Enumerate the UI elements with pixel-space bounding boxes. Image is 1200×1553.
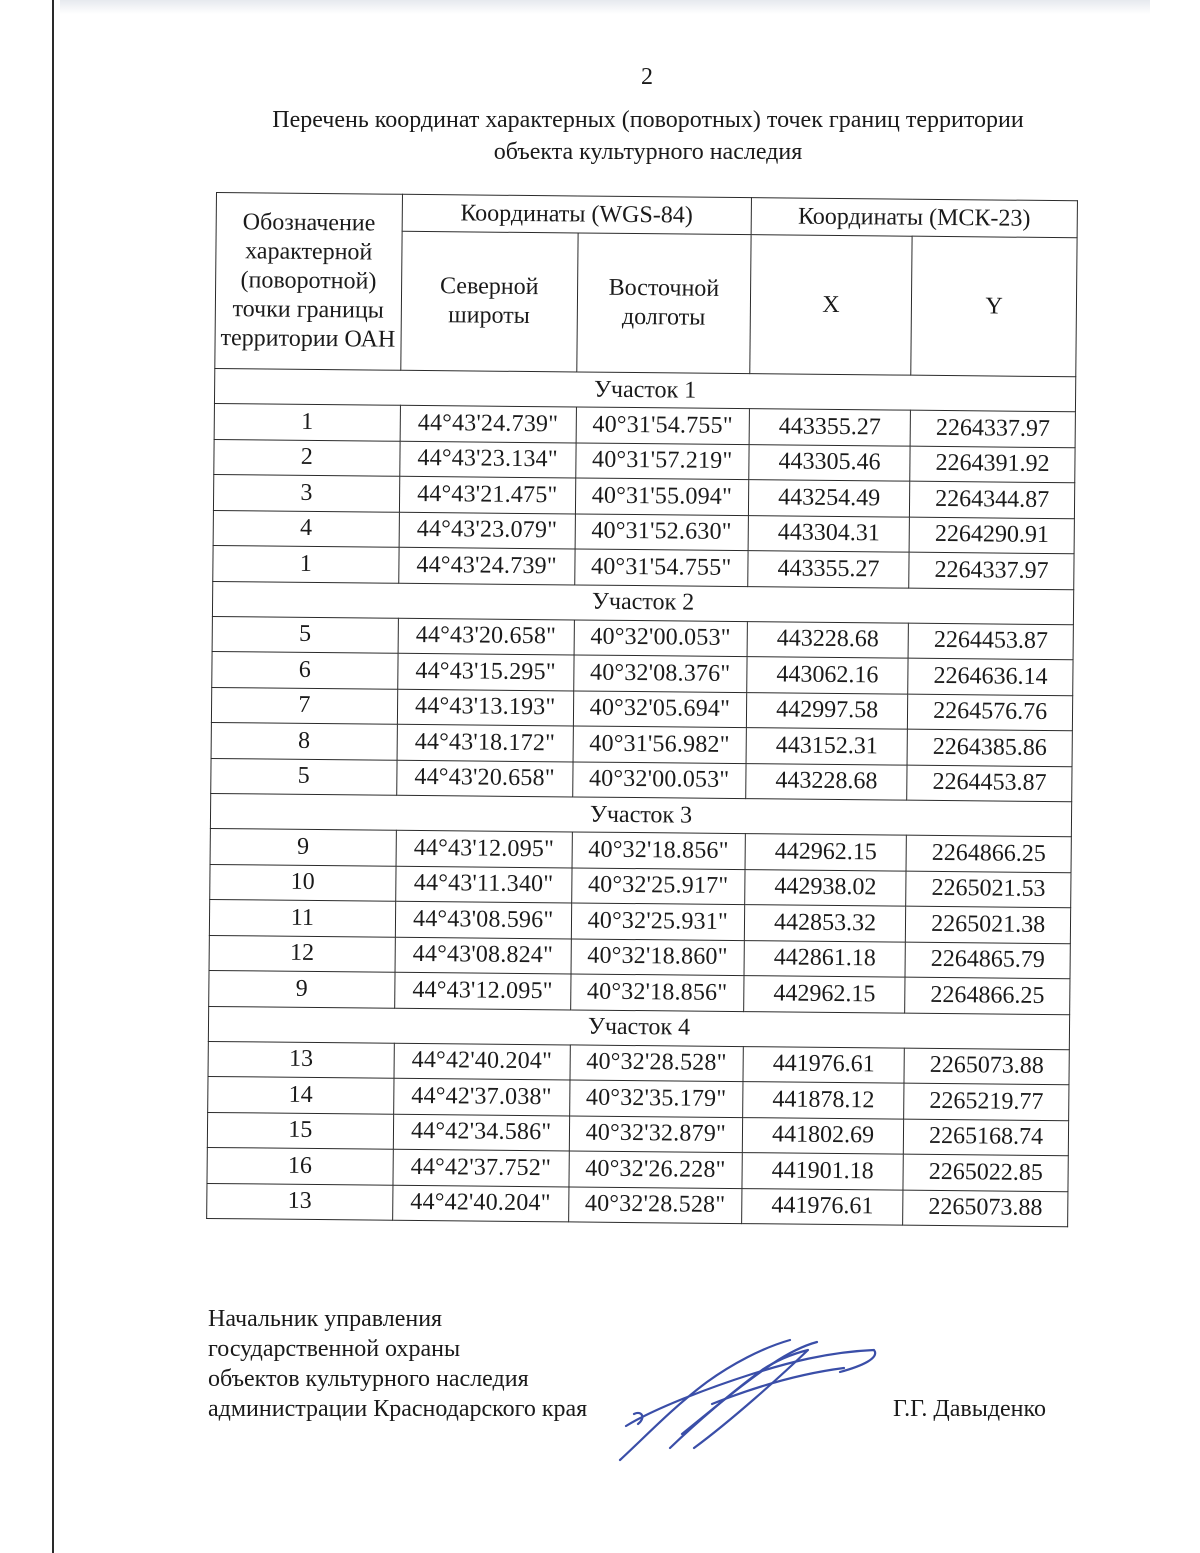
document-title [200,104,1096,168]
x-coordinate-cell: 441976.61 [743,1046,905,1083]
header-north-latitude: Северной широты [400,231,577,372]
y-coordinate-cell: 2265168.74 [904,1119,1069,1156]
table-row [207,1183,1068,1227]
coordinates-table [206,192,1078,1227]
latitude-cell: 44°42'40.204" [392,1185,568,1222]
x-coordinate-cell: 443355.27 [749,409,911,446]
y-coordinate-cell: 2264385.86 [907,729,1072,766]
y-coordinate-cell: 2265021.53 [906,871,1071,908]
point-number-cell: 9 [210,828,396,865]
header-msk23: Координаты (МСК-23) [751,198,1077,238]
signer-name: Г.Г. Давыденко [893,1396,1046,1422]
point-number-cell: 16 [207,1147,393,1184]
point-number-cell: 13 [207,1183,393,1220]
x-coordinate-cell: 441901.18 [742,1153,904,1190]
point-number-cell: 8 [211,722,397,759]
y-coordinate-cell: 2264866.25 [906,835,1071,872]
point-number-cell: 11 [209,899,395,936]
header-x: X [750,235,913,376]
x-coordinate-cell: 442861.18 [744,940,906,977]
y-coordinate-cell: 2264453.87 [908,623,1073,660]
section-title: Участок 3 [210,793,1071,836]
y-coordinate-cell: 2265219.77 [904,1083,1069,1120]
header-y: Y [911,236,1077,377]
x-coordinate-cell: 443304.31 [748,515,910,552]
signatory-line-3: объектов культурного наследия [208,1366,529,1392]
header-wgs84: Координаты (WGS-84) [402,194,752,234]
latitude-cell: 44°43'23.079" [399,512,575,549]
point-number-cell: 1 [214,403,400,440]
x-coordinate-cell: 442997.58 [746,692,908,729]
y-coordinate-cell: 2265022.85 [903,1154,1068,1191]
point-number-cell: 9 [209,970,395,1007]
y-coordinate-cell: 2265073.88 [903,1190,1068,1227]
y-coordinate-cell: 2264453.87 [907,765,1072,802]
x-coordinate-cell: 442853.32 [744,905,906,942]
document-title-line-1: Перечень координат характерных (поворотных) точек границ территории [272,107,1024,133]
latitude-cell: 44°43'12.095" [396,830,572,867]
point-number-cell: 5 [212,616,398,653]
section-title: Участок 4 [208,1006,1069,1049]
point-number-cell: 1 [213,545,399,582]
section-title: Участок 1 [214,368,1075,411]
x-coordinate-cell: 443062.16 [747,657,909,694]
x-coordinate-cell: 441802.69 [742,1117,904,1154]
point-number-cell: 7 [211,687,397,724]
latitude-cell: 44°43'08.596" [395,901,571,938]
y-coordinate-cell: 2264337.97 [910,410,1075,447]
x-coordinate-cell: 443228.68 [747,621,909,658]
point-number-cell: 14 [208,1076,394,1113]
y-coordinate-cell: 2264337.97 [909,552,1074,589]
longitude-cell: 40°32'25.931" [571,903,744,940]
point-number-cell: 15 [207,1112,393,1149]
x-coordinate-cell: 441976.61 [742,1188,904,1225]
y-coordinate-cell: 2264576.76 [908,694,1073,731]
latitude-cell: 44°43'15.295" [397,653,573,690]
x-coordinate-cell: 441878.12 [743,1082,905,1119]
point-number-cell: 10 [210,864,396,901]
latitude-cell: 44°43'13.193" [397,689,573,726]
point-number-cell: 2 [214,439,400,476]
longitude-cell: 40°32'18.856" [572,832,745,869]
header-point-designation: Обозначение характерной (поворотной) точки границы территории ОАН [215,193,402,371]
y-coordinate-cell: 2264344.87 [910,481,1075,518]
longitude-cell: 40°32'00.053" [574,619,747,656]
longitude-cell: 40°32'28.528" [570,1044,743,1081]
document-title-line-2: объекта культурного наследия [493,139,803,165]
signatory-line-1: Начальник управления [208,1306,443,1332]
signatory-line-2: государственной охраны [208,1336,461,1362]
latitude-cell: 44°43'21.475" [399,476,575,513]
latitude-cell: 44°42'40.204" [394,1043,570,1080]
header-east-longitude: Восточной долготы [577,233,751,374]
coordinates-table-header [215,193,1078,377]
longitude-cell: 40°32'32.879" [569,1115,742,1152]
latitude-cell: 44°43'23.134" [399,441,575,478]
latitude-cell: 44°42'34.586" [393,1114,569,1151]
latitude-cell: 44°43'08.824" [395,937,571,974]
latitude-cell: 44°43'20.658" [396,760,572,797]
x-coordinate-cell: 442962.15 [745,834,907,871]
latitude-cell: 44°42'37.752" [393,1149,569,1186]
signatory-line-4: администрации Краснодарского края [208,1396,588,1422]
latitude-cell: 44°43'20.658" [398,618,574,655]
y-coordinate-cell: 2265073.88 [904,1048,1069,1085]
point-number-cell: 12 [209,935,395,972]
latitude-cell: 44°43'12.095" [394,972,570,1009]
scan-top-smudge [60,0,1150,14]
longitude-cell: 40°32'28.528" [568,1186,741,1223]
x-coordinate-cell: 443152.31 [746,728,908,765]
longitude-cell: 40°32'00.053" [572,761,745,798]
point-number-cell: 6 [212,651,398,688]
point-number-cell: 3 [213,474,399,511]
x-coordinate-cell: 443355.27 [748,551,910,588]
longitude-cell: 40°32'18.860" [571,938,744,975]
latitude-cell: 44°43'11.340" [395,866,571,903]
y-coordinate-cell: 2264865.79 [905,942,1070,979]
y-coordinate-cell: 2264290.91 [909,517,1074,554]
longitude-cell: 40°32'35.179" [569,1080,742,1117]
longitude-cell: 40°31'54.755" [574,549,747,586]
y-coordinate-cell: 2265021.38 [906,906,1071,943]
latitude-cell: 44°43'18.172" [397,724,573,761]
longitude-cell: 40°32'18.856" [570,974,743,1011]
longitude-cell: 40°32'05.694" [573,690,746,727]
longitude-cell: 40°31'54.755" [576,407,749,444]
latitude-cell: 44°43'24.739" [400,405,576,442]
point-number-cell: 5 [211,758,397,795]
x-coordinate-cell: 443254.49 [748,480,910,517]
signatory-position [208,1304,587,1424]
y-coordinate-cell: 2264636.14 [908,658,1073,695]
scan-left-edge [52,0,54,1553]
longitude-cell: 40°32'08.376" [573,655,746,692]
x-coordinate-cell: 443228.68 [746,763,908,800]
x-coordinate-cell: 442962.15 [744,976,906,1013]
longitude-cell: 40°32'25.917" [571,867,744,904]
longitude-cell: 40°31'57.219" [576,442,749,479]
longitude-cell: 40°31'55.094" [575,478,748,515]
point-number-cell: 13 [208,1041,394,1078]
page-number: 2 [641,64,653,90]
handwritten-signature [612,1330,882,1470]
coordinates-table-body [207,368,1076,1226]
x-coordinate-cell: 443305.46 [749,444,911,481]
header-row-top [216,193,1077,238]
longitude-cell: 40°31'52.630" [575,513,748,550]
y-coordinate-cell: 2264866.25 [905,977,1070,1014]
latitude-cell: 44°43'24.739" [398,547,574,584]
x-coordinate-cell: 442938.02 [745,869,907,906]
longitude-cell: 40°32'26.228" [569,1151,742,1188]
point-number-cell: 4 [213,510,399,547]
latitude-cell: 44°42'37.038" [393,1078,569,1115]
section-title: Участок 2 [212,581,1073,624]
longitude-cell: 40°31'56.982" [573,726,746,763]
y-coordinate-cell: 2264391.92 [910,446,1075,483]
